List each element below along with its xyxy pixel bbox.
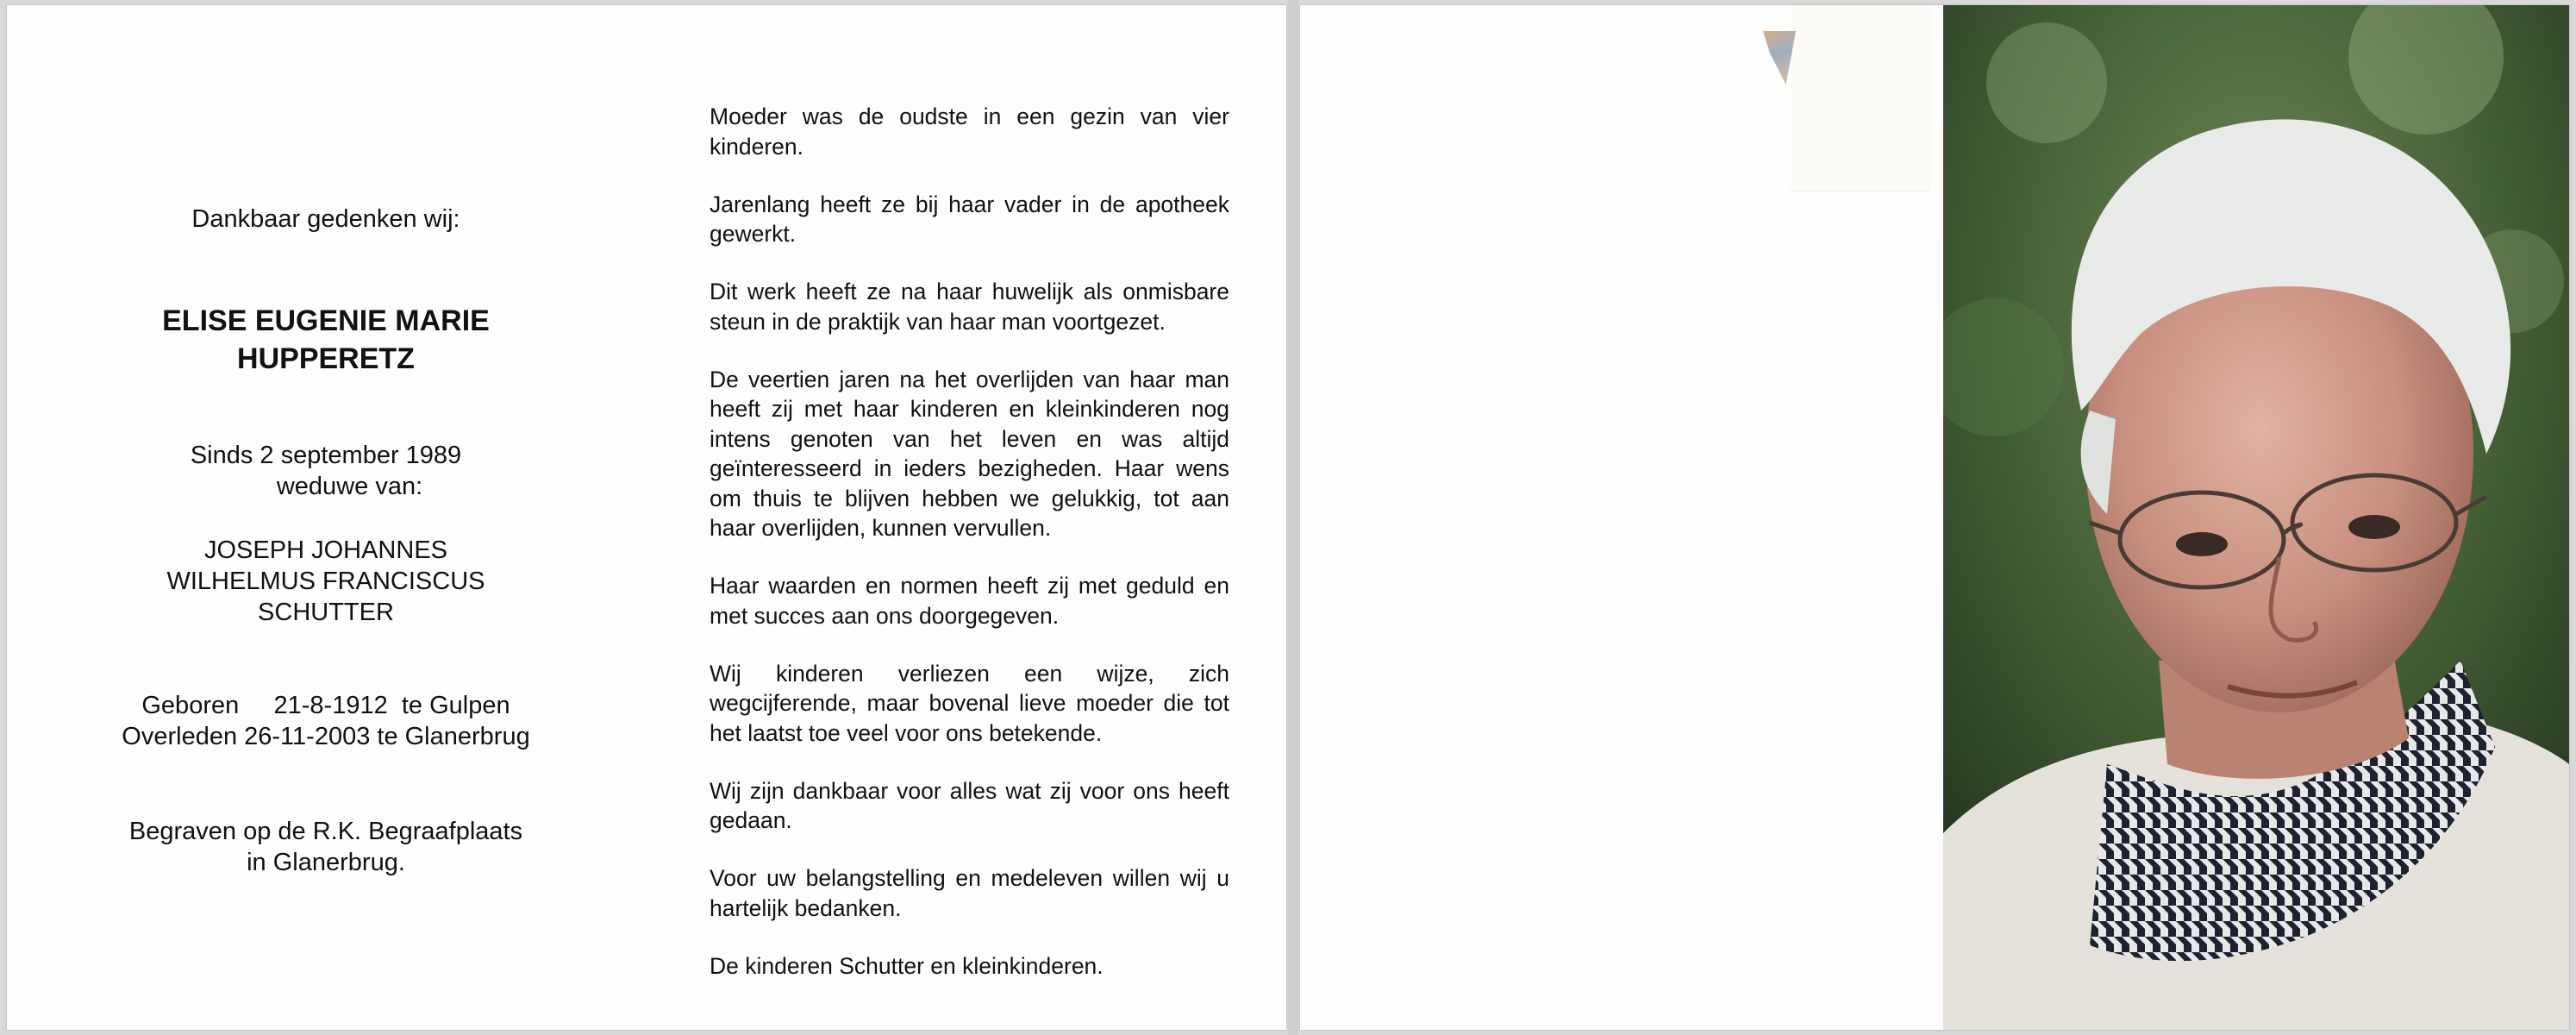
died-line: Overleden 26-11-2003 te Glanerbrug [122, 723, 530, 750]
life-dates [93, 690, 559, 752]
paragraph-2: Jarenlang heeft ze bij haar vader in de apotheek gewerkt. [710, 191, 1229, 247]
portrait-photo [1943, 5, 2569, 1030]
paragraph-7: Wij zijn dankbaar voor alles wat zij voor ons heeft gedaan. [710, 777, 1229, 833]
widow-statement [93, 440, 559, 502]
paragraph-3: Dit werk heeft ze na haar huwelijk als onmisbare steun in de praktijk van haar man voortgezet. [710, 279, 1229, 335]
deceased-name [93, 302, 559, 378]
card-inner-right [1300, 5, 2569, 1030]
paragraph-1: Moeder was de oudste in een gezin van vier kinderen. [710, 104, 1229, 160]
paragraph-5: Haar waarden en normen heeft zij met geduld en met succes aan ons doorgegeven. [710, 573, 1229, 629]
husband-name [93, 535, 559, 628]
memorial-text [710, 102, 1229, 1009]
husband-line-3: SCHUTTER [258, 599, 394, 626]
burial-line-1: Begraven op de R.K. Begraafplaats [128, 818, 523, 845]
name-line-1: ELISE EUGENIE MARIE [162, 304, 490, 337]
name-line-2: HUPPERETZ [237, 342, 415, 375]
burial-info [93, 816, 559, 878]
paper-patch [1791, 5, 1929, 191]
born-line: Geboren 21-8-1912 te Gulpen [141, 692, 510, 719]
card-inner-left [7, 5, 1286, 1030]
signature: De kinderen Schutter en kleinkinderen. [710, 952, 1104, 979]
husband-line-1: JOSEPH JOHANNES [204, 536, 447, 564]
widow-line-1: Sinds 2 september 1989 [190, 442, 462, 469]
paragraph-4: De veertien jaren na het overlijden van haar man heeft zij met haar kinderen en kleinkinderen nog intens genoten van het leven en was altijd geïnteresseerd in ieders bezigheden. Haar wens om thuis te blijven hebben we gelukkig, tot aan haar overlijden, kunnen vervullen. [710, 366, 1229, 541]
card-fold [1288, 0, 1298, 1035]
paragraph-6: Wij kinderen verliezen een wijze, zich wegcijferende, maar bovenal lieve moeder die tot het laatst toe veel voor ons betekende. [710, 660, 1229, 746]
burial-line-2: in Glanerbrug. [247, 849, 405, 876]
husband-line-2: WILHELMUS FRANCISCUS [166, 568, 485, 595]
widow-line-2: weduwe van: [276, 473, 423, 500]
paragraph-8: Voor uw belangstelling en medeleven willen wij u hartelijk bedanken. [710, 865, 1229, 921]
intro-text: Dankbaar gedenken wij: [191, 205, 460, 233]
